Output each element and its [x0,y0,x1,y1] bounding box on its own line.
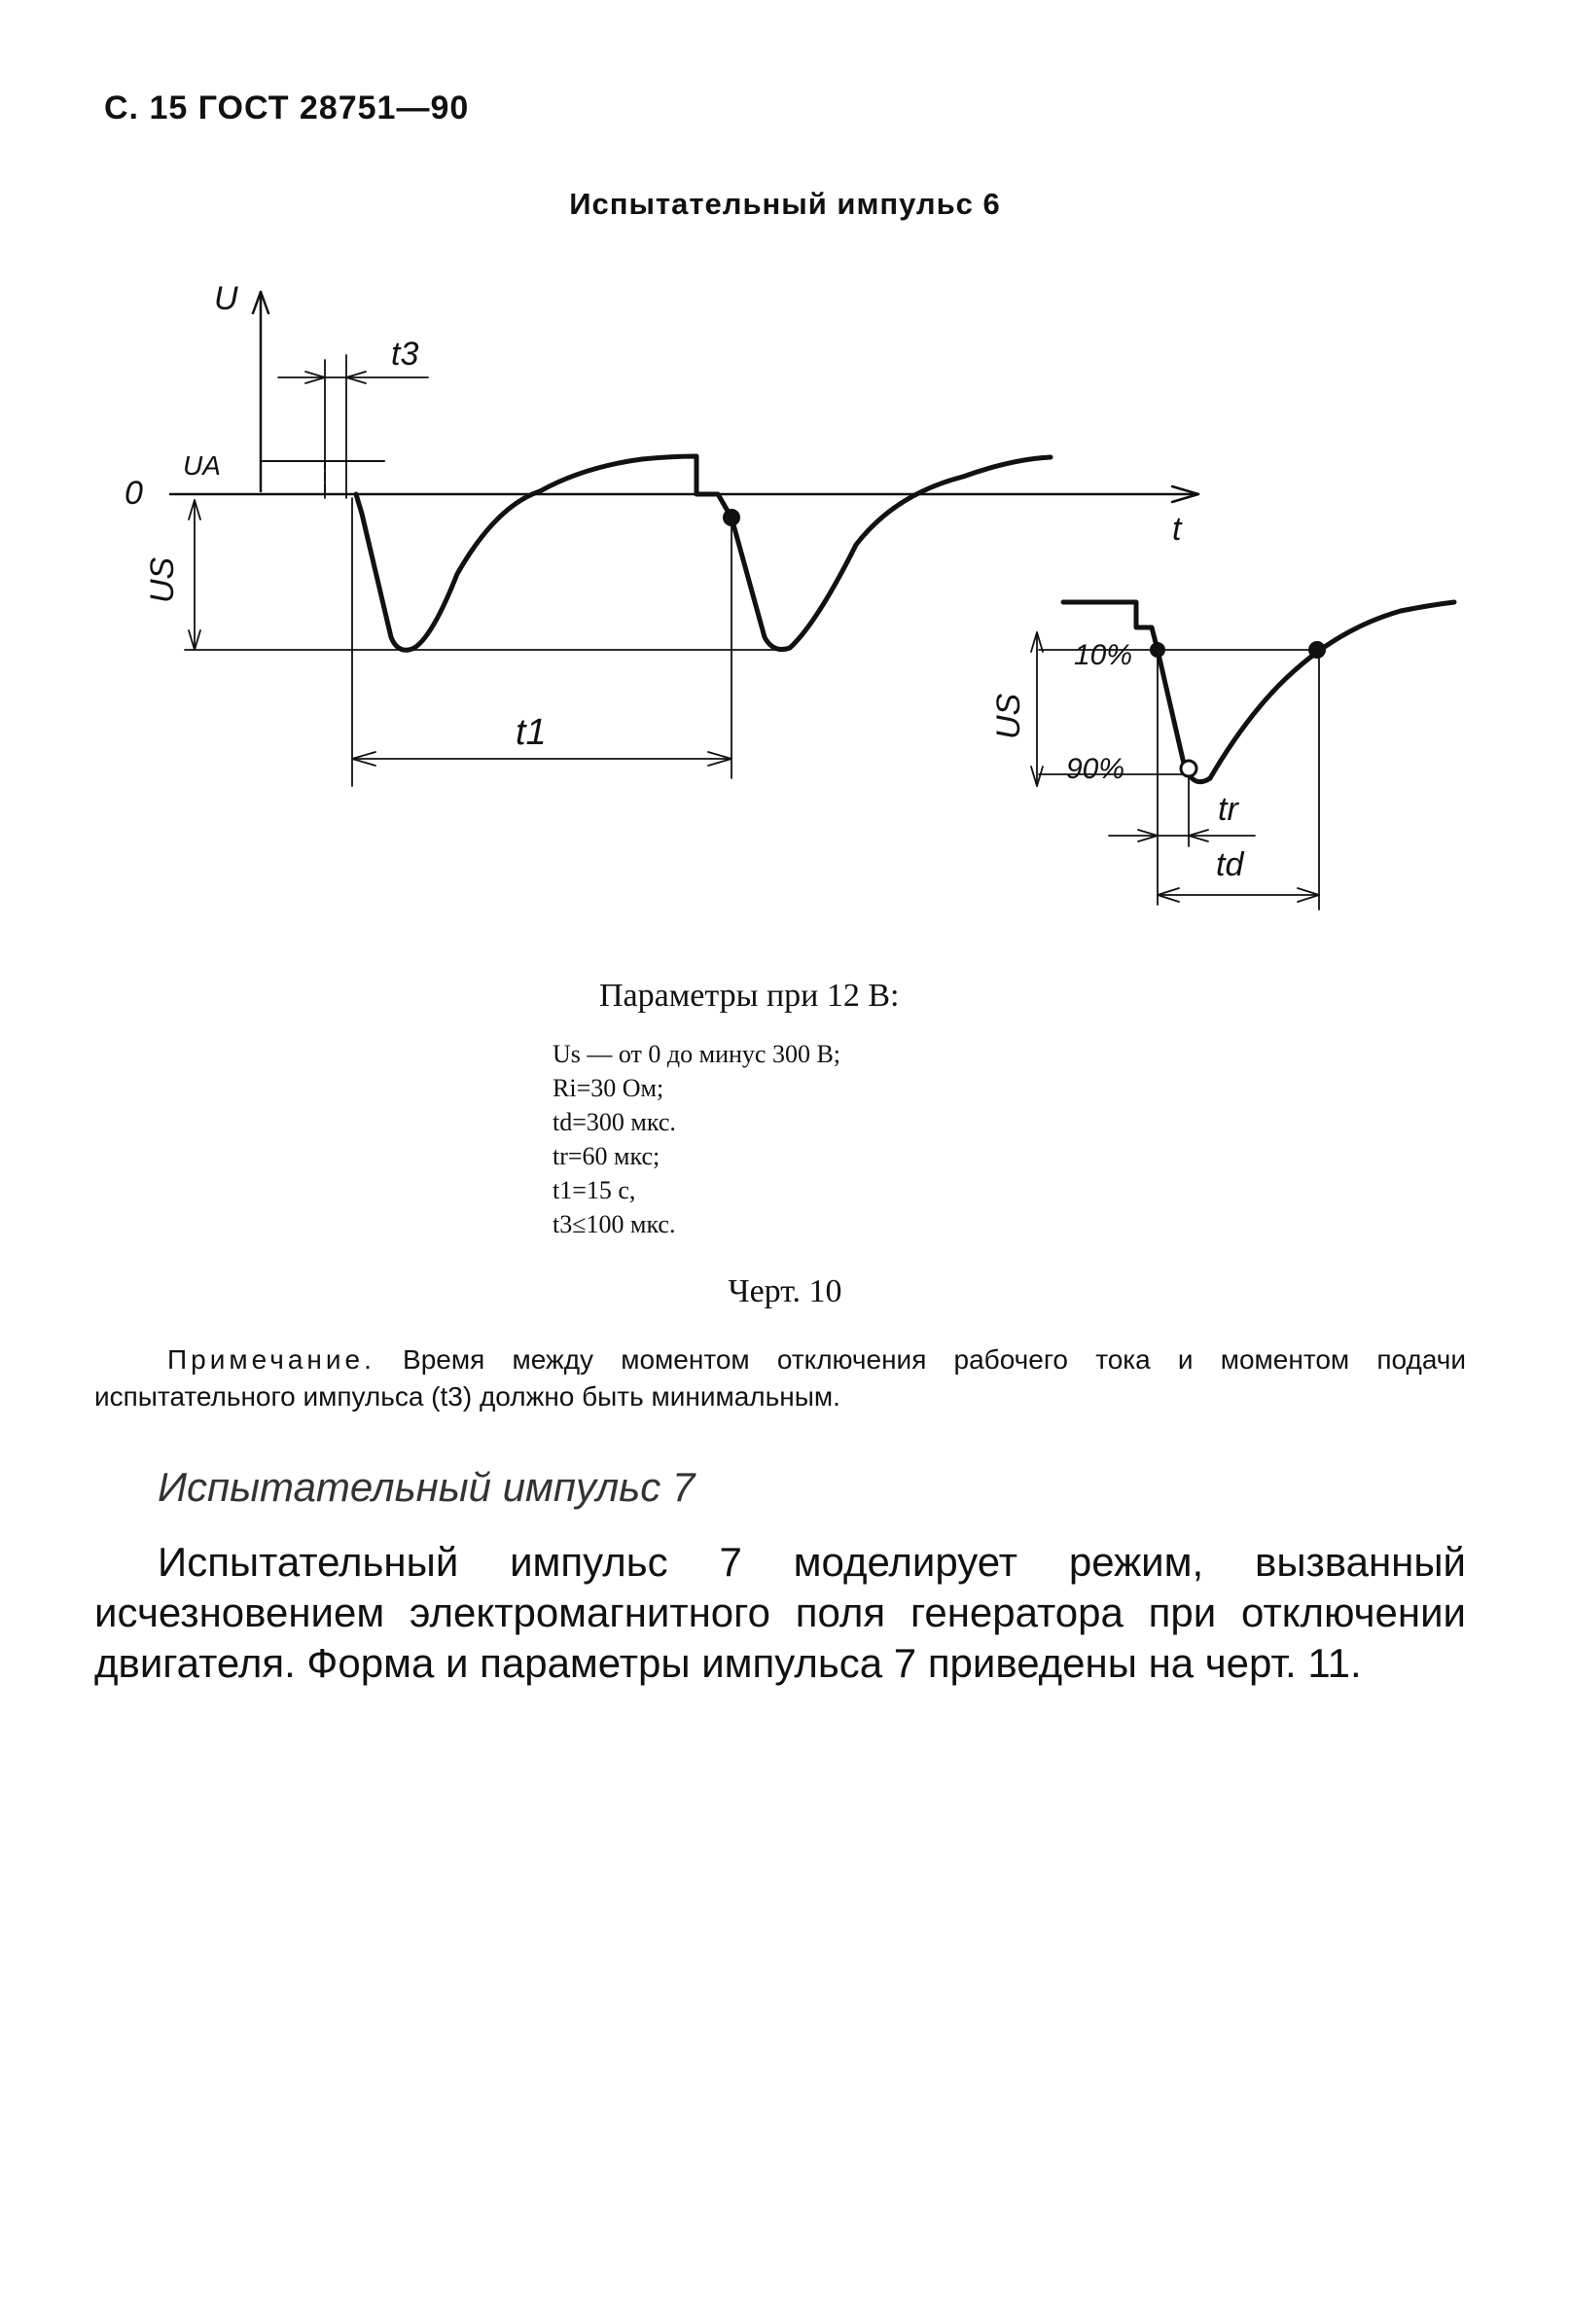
param-t3: t3≤100 мкс. [553,1210,676,1238]
section-title: Испытательный импульс 7 [158,1464,696,1510]
params-title: Параметры при 12 В: [599,978,900,1014]
param-tr: tr=60 мкс; [553,1142,660,1170]
figure-title: Испытательный импульс 6 [569,187,1001,221]
label-zero: 0 [125,475,143,512]
param-td: td=300 мкс. [553,1108,676,1136]
figure-caption: Черт. 10 [728,1273,842,1309]
dot-td [1308,641,1326,659]
note-text: Время между моментом отключения рабочего тока и моментом подачи испытательного импульса (t3) должно быть минимальным. [94,1344,1466,1412]
label-t1: t1 [516,712,547,753]
label-tr: tr [1218,791,1238,828]
params-list [553,1037,840,1241]
label-us-detail: US [990,693,1027,739]
label-td: td [1216,846,1244,883]
label-10pct: 10% [1074,639,1133,671]
page-header: С. 15 ГОСТ 28751—90 [104,89,470,126]
param-ri: Ri=30 Ом; [553,1074,664,1102]
param-t1: t1=15 с, [553,1176,636,1204]
note-label: Примечание. [167,1344,375,1375]
waveform-main [356,456,1051,650]
label-t-axis: t [1172,511,1182,548]
label-u-axis: U [214,280,238,317]
note-paragraph [94,1341,1466,1415]
label-us: US [144,556,181,603]
label-90pct: 90% [1066,753,1125,785]
body-paragraph: Испытательный импульс 7 моделирует режим, вызванный исчезновением электромагнитного поля генератора при отключении двигателя. Форма и параметры импульса 7 приведены на черт. 11. [94,1539,1466,1686]
dot-90 [1181,761,1196,776]
label-t3: t3 [391,336,419,373]
param-us: Us — от 0 до минус 300 В; [553,1040,841,1068]
pulse-start-dot [723,509,740,526]
label-ua: UA [183,450,221,481]
pulse-diagram [0,0,1570,934]
